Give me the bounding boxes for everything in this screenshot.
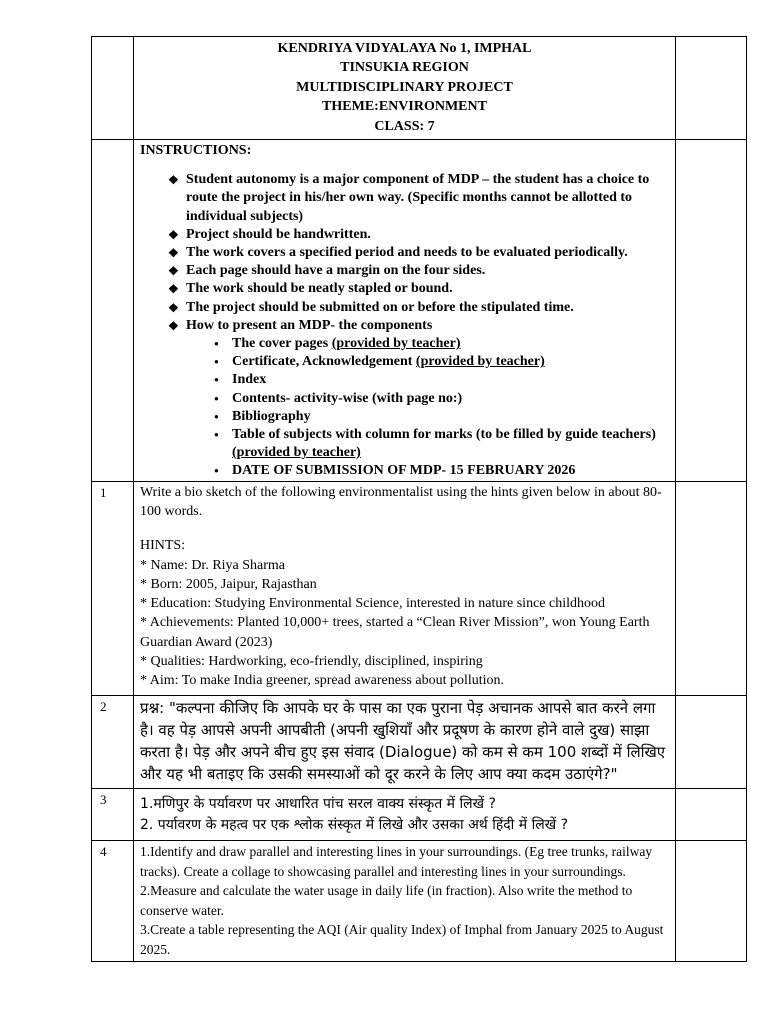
- diamond-bullet-icon: ❖: [168, 282, 179, 297]
- hint-line: * Born: 2005, Jaipur, Rajasthan: [140, 576, 317, 592]
- question-text: प्रश्न: "कल्पना कीजिए कि आपके घर के पास का एक पुराना पेड़ अचानक आपसे बात करने लगा है। वह पेड़ आपसे अपनी आपबीती (अपनी खुशियाँ और प्रदूषण के कारण होने वाले दुख) साझा करता है। पेड़ और अपने बीच हुए इस संवाद (Dialogue) को कम से कम 100 शब्दों में लिखिए और यह भी बताइए कि उसकी समस्याओं को दूर करने के लिए आप क्या कदम उठाएंगे?": [134, 695, 676, 789]
- instruction-item: ❖ Student autonomy is a major component of MDP – the student has a choice to route the project in his/her own way. (Specific months cannot be allotted to individual subjects): [168, 172, 650, 224]
- instructions-title: INSTRUCTIONS:: [140, 143, 252, 159]
- question-line: 1.मणिपुर के पर्यावरण पर आधारित पांच सरल वाक्य संस्कृत में लिखें ?: [140, 796, 496, 813]
- component-item-bibliography: ● Bibliography: [214, 408, 669, 426]
- question-line: 2. पर्यावरण के महत्व पर एक श्लोक संस्कृत में लिखे और उसका अर्थ हिंदी में लिखें ?: [140, 817, 569, 834]
- marks-cell: [676, 841, 747, 962]
- question-text: [134, 841, 676, 962]
- question-number: 3: [92, 789, 134, 841]
- instructions-row: [92, 140, 747, 482]
- class-label: CLASS: 7: [374, 118, 435, 134]
- project-theme: THEME:ENVIRONMENT: [322, 99, 487, 115]
- submission-date: ● DATE OF SUBMISSION OF MDP- 15 FEBRUARY 2026: [214, 462, 669, 480]
- project-table: [91, 36, 747, 962]
- instructions-number-cell: [92, 140, 134, 482]
- instruction-item: ❖ The work should be neatly stapled or bound.: [168, 280, 669, 298]
- header-number-cell: [92, 37, 134, 140]
- question-row-1: [92, 481, 747, 695]
- hint-line: * Education: Studying Environmental Science, interested in nature since childhood: [140, 596, 605, 612]
- hint-line: * Achievements: Planted 10,000+ trees, started a “Clean River Mission”, won Young Earth Guardian Award (2023): [140, 615, 650, 650]
- question-number: 2: [92, 695, 134, 789]
- component-item-certificate: ● Certificate, Acknowledgement (provided by teacher): [214, 353, 669, 371]
- instruction-item: ❖ Project should be handwritten.: [168, 226, 669, 244]
- marks-cell: [676, 695, 747, 789]
- instructions-marks-cell: [676, 140, 747, 482]
- instruction-item: ❖ How to present an MDP- the components ● The cover pages (provided by teacher) ● Certificate, Acknowledgement (provided by teacher) ● Index ● Contents- activity-wise (with page no:) ● Bibliography ● Table of subjects with column for marks (to be filled by guide teachers)(provided by teacher) ● DATE OF SUBMISSION OF MDP- 15 FEBRUARY 2026: [168, 317, 669, 481]
- marks-cell: [676, 789, 747, 841]
- instruction-list: [140, 171, 669, 480]
- instruction-item: ❖ The project should be submitted on or before the stipulated time.: [168, 299, 669, 317]
- diamond-bullet-icon: ❖: [168, 300, 179, 315]
- question-row-2: [92, 695, 747, 789]
- diamond-bullet-icon: ❖: [168, 227, 179, 242]
- school-name: KENDRIYA VIDYALAYA No 1, IMPHAL: [277, 41, 532, 56]
- question-text: [134, 481, 676, 695]
- header-row: [92, 37, 747, 140]
- header-cell: [134, 37, 676, 140]
- question-row-3: [92, 789, 747, 841]
- header-marks-cell: [676, 37, 747, 140]
- question-line: 2.Measure and calculate the water usage in daily life (in fraction). Also write the method to conserve water.: [140, 883, 633, 918]
- instruction-item: ❖ Each page should have a margin on the four sides.: [168, 262, 669, 280]
- project-type: MULTIDISCIPLINARY PROJECT: [296, 79, 513, 95]
- component-item-contents: ● Contents- activity-wise (with page no:): [214, 390, 669, 408]
- question-line: 3.Create a table representing the AQI (Air quality Index) of Imphal from January 2025 to August 2025.: [140, 922, 664, 957]
- component-item-cover: ● The cover pages (provided by teacher): [214, 335, 669, 353]
- hints-title: HINTS:: [140, 538, 186, 554]
- hint-line: * Qualities: Hardworking, eco-friendly, disciplined, inspiring: [140, 654, 483, 670]
- question-number: 4: [92, 841, 134, 962]
- diamond-bullet-icon: ❖: [168, 173, 179, 188]
- region-name: TINSUKIA REGION: [340, 60, 469, 76]
- hint-line: * Name: Dr. Riya Sharma: [140, 557, 286, 573]
- marks-cell: [676, 481, 747, 695]
- instructions-cell: [134, 140, 676, 482]
- component-list: [186, 335, 669, 481]
- component-item-table: ● Table of subjects with column for marks (to be filled by guide teachers)(provided by teacher): [214, 426, 669, 462]
- question-number: 1: [92, 481, 134, 695]
- diamond-bullet-icon: ❖: [168, 318, 179, 333]
- diamond-bullet-icon: ❖: [168, 246, 179, 261]
- question-intro: Write a bio sketch of the following environmentalist using the hints given below in about 80-100 words.: [140, 484, 662, 519]
- component-item-index: ● Index: [214, 371, 669, 389]
- question-text: [134, 789, 676, 841]
- hint-line: * Aim: To make India greener, spread awareness about pollution.: [140, 673, 505, 689]
- question-row-4: [92, 841, 747, 962]
- diamond-bullet-icon: ❖: [168, 264, 179, 279]
- question-line: 1.Identify and draw parallel and interesting lines in your surroundings. (Eg tree trunks, railway tracks). Create a collage to showcasing parallel and interesting lines in your surroundings.: [140, 844, 653, 879]
- instruction-item: ❖ The work covers a specified period and needs to be evaluated periodically.: [168, 244, 669, 262]
